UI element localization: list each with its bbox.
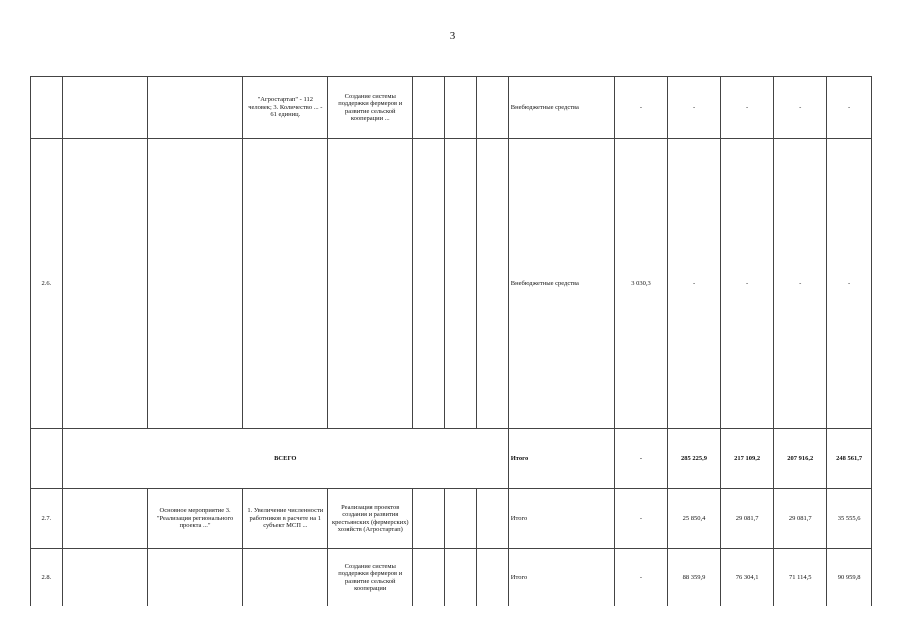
- value-cell: 71 114,5: [774, 549, 827, 607]
- budget-label: Итого: [508, 549, 614, 607]
- value-cell: -: [614, 549, 667, 607]
- value-cell: 217 109,2: [721, 429, 774, 489]
- value-cell: 76 304,1: [721, 549, 774, 607]
- value-cell: 35 555,6: [827, 489, 872, 549]
- budget-label: Итого: [508, 429, 614, 489]
- action-cell: Реализация проектов создания и развития крестьянских (фермерских) хозяйств (Агростартап): [328, 489, 413, 549]
- row-number: 2.7.: [31, 489, 63, 549]
- page-number: 3: [449, 30, 456, 42]
- value-cell: 90 959,8: [827, 549, 872, 607]
- action-cell: Создание системы поддержки фермеров и развитие сельской кооперации ...: [328, 77, 413, 139]
- indicator-cell: 1. Увеличение численности работников в расчете на 1 субъект МСП ...: [243, 489, 328, 549]
- value-cell: -: [614, 429, 667, 489]
- value-cell: -: [614, 489, 667, 549]
- value-cell: 29 081,7: [774, 489, 827, 549]
- row-number: 2.8.: [31, 549, 63, 607]
- table-row: [31, 429, 872, 489]
- budget-table-sheet: [30, 76, 872, 606]
- table-row: [31, 549, 872, 607]
- vsego-label: ВСЕГО: [62, 429, 508, 489]
- value-cell: 248 561,7: [827, 429, 872, 489]
- budget-label: Внебюджетные средства: [508, 77, 614, 139]
- value-cell: 207 916,2: [774, 429, 827, 489]
- value-cell: 88 359,9: [668, 549, 721, 607]
- table-row: [31, 489, 872, 549]
- budget-label: Итого: [508, 489, 614, 549]
- row-number: 2.6.: [31, 139, 63, 429]
- value-cell: 285 225,9: [668, 429, 721, 489]
- total-value: 3 030,3: [614, 139, 667, 429]
- table-row: 2.6. Внебюджетные средства 3 030,3 - - - -: [31, 139, 872, 429]
- action-cell: Создание системы поддержки фермеров и развитие сельской кооперации: [328, 549, 413, 607]
- indicator-cell: "Агростартап" - 112 человек; 3. Количество ... - 61 единиц.: [243, 77, 328, 139]
- table-row: "Агростартап" - 112 человек; 3. Количество ... - 61 единиц. Создание системы поддержки фермеров и развитие сельской кооперации ... Внебюджетные средства - - - - -: [31, 77, 872, 139]
- value-cell: 25 850,4: [668, 489, 721, 549]
- budget-table: [30, 76, 872, 606]
- budget-label: Внебюджетные средства: [508, 139, 614, 429]
- event-cell: Основное мероприятие 3. "Реализация регионального проекта ...": [147, 489, 243, 549]
- value-cell: 29 081,7: [721, 489, 774, 549]
